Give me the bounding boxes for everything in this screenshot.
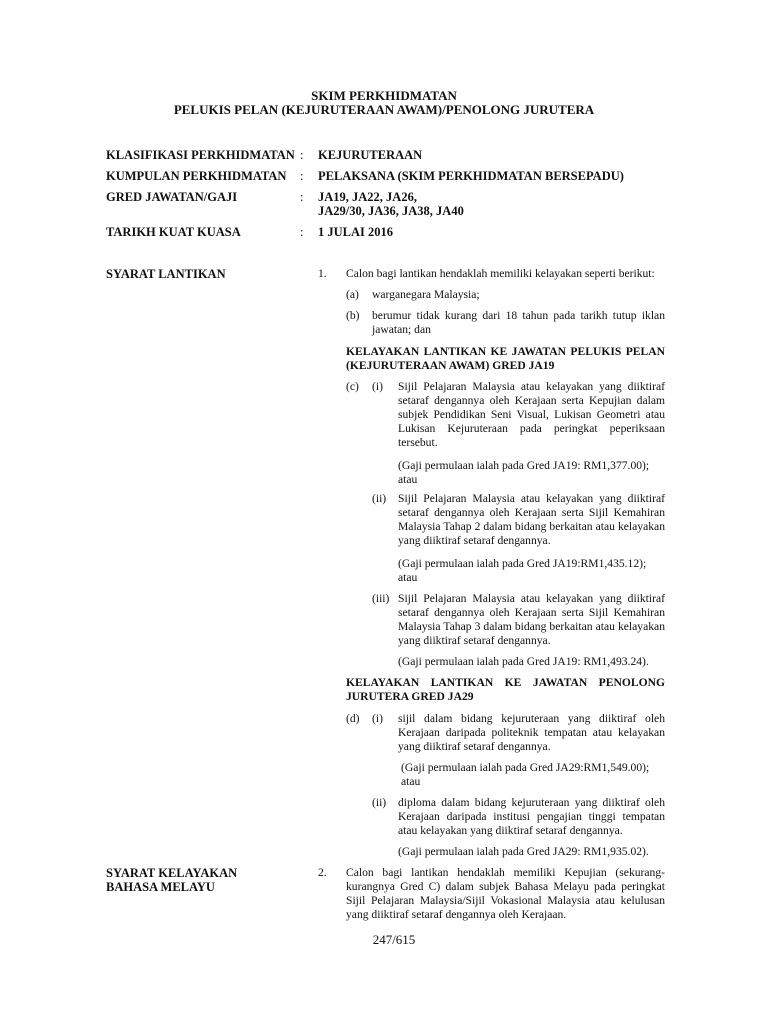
item-c-i-marker: (i) [372,380,383,393]
field-colon: : [300,190,304,204]
item-d-i-marker: (i) [372,712,383,725]
field-value-klasifikasi: KEJURUTERAAN [318,148,423,162]
field-label-tarikh: TARIKH KUAT KUASA [106,225,241,239]
field-value-gred-2: JA29/30, JA36, JA38, JA40 [318,204,464,218]
section-number-2: 2. [318,866,327,879]
item-c-ii-text: Sijil Pelajaran Malaysia atau kelayakan yang diiktiraf setaraf dengannya oleh Kerajaan serta Sijil Kemahiran Malaysia Tahap 2 dalam bidang berkaitan atau kelayakan yang diiktiraf setaraf dengannya. [398,492,665,547]
section-number-1: 1. [318,267,327,280]
item-a-text: warganegara Malaysia; [372,288,480,301]
title-line-2: PELUKIS PELAN (KEJURUTERAAN AWAM)/PENOLONG JURUTERA [173,102,595,117]
item-d-i-gaji: (Gaji permulaan ialah pada Gred JA29:RM1,549.00); [401,761,650,774]
item-d-marker: (d) [346,712,360,725]
atau-1: atau [398,473,418,486]
section-label-syarat-lantikan: SYARAT LANTIKAN [106,267,226,281]
field-label-klasifikasi: KLASIFIKASI PERKHIDMATAN [106,148,295,162]
item-c-iii-text: Sijil Pelajaran Malaysia atau kelayakan yang diiktiraf setaraf dengannya oleh Kerajaan serta Sijil Kemahiran Malaysia Tahap 3 dalam bidang berkaitan atau kelayakan yang diiktiraf setaraf dengannya. [398,592,665,647]
atau-2: atau [398,571,418,584]
field-value-tarikh: 1 JULAI 2016 [318,225,394,239]
item-c-i-text: Sijil Pelajaran Malaysia atau kelayakan yang diiktiraf setaraf dengannya oleh Kerajaan serta Kepujian dalam subjek Pendidikan Seni Visual, Lukisan Geometri atau Lukisan Kejuruteraan pada peringkat peperiksaan tersebut. [398,380,665,449]
section-label-syarat-kelayakan: SYARAT KELAYAKAN [106,866,238,880]
heading-penolong-jurutera: KELAYAKAN LANTIKAN KE JAWATAN PENOLONG JURUTERA GRED JA29 [346,676,665,703]
item-d-ii-gaji: (Gaji permulaan ialah pada Gred JA29: RM1,935.02). [398,845,649,858]
item-d-ii-marker: (ii) [372,796,387,809]
field-label-gred: GRED JAWATAN/GAJI [106,190,238,204]
item-c-iii-marker: (iii) [372,592,390,605]
item-c-ii-marker: (ii) [372,492,387,505]
item-a-marker: (a) [346,288,359,301]
field-colon: : [300,169,304,183]
title-line-1: SKIM PERKHIDMATAN [311,88,457,103]
field-colon: : [300,148,304,162]
field-value-gred: JA19, JA22, JA26, [318,190,417,204]
page-number: 247/615 [372,932,416,947]
item-d-i-text: sijil dalam bidang kejuruteraan yang diiktiraf oleh Kerajaan daripada politeknik tempatan atau kelayakan yang diiktiraf setaraf dengannya. [398,712,665,753]
syarat-lantikan-intro: Calon bagi lantikan hendaklah memiliki kelayakan seperti berikut: [346,267,655,280]
field-colon: : [300,225,304,239]
syarat-bahasa-text: Calon bagi lantikan hendaklah memiliki Kepujian (sekurang-kurangnya Gred C) dalam subjek Bahasa Melayu pada peringkat Sijil Pelajaran Malaysia/Sijil Vokasional Malaysia atau kelulusan yang diiktiraf setaraf dengannya oleh Kerajaan. [346,866,665,921]
item-c-ii-gaji: (Gaji permulaan ialah pada Gred JA19:RM1,435.12); [398,557,647,570]
item-c-marker: (c) [346,380,359,393]
item-b-marker: (b) [346,309,360,322]
heading-pelukis-pelan: KELAYAKAN LANTIKAN KE JAWATAN PELUKIS PELAN (KEJURUTERAAN AWAM) GRED JA19 [346,345,665,372]
field-value-kumpulan: PELAKSANA (SKIM PERKHIDMATAN BERSEPADU) [318,169,624,183]
field-label-kumpulan: KUMPULAN PERKHIDMATAN [106,169,287,183]
section-label-bahasa-melayu: BAHASA MELAYU [106,880,215,894]
item-c-i-gaji: (Gaji permulaan ialah pada Gred JA19: RM1,377.00); [398,459,650,472]
item-d-ii-text: diploma dalam bidang kejuruteraan yang diiktiraf oleh Kerajaan daripada institusi pengajian tinggi tempatan atau kelayakan yang diiktiraf setaraf dengannya. [398,796,665,837]
atau-3: atau [401,775,421,788]
item-b-text: berumur tidak kurang dari 18 tahun pada tarikh tutup iklan jawatan; dan [372,309,665,336]
item-c-iii-gaji: (Gaji permulaan ialah pada Gred JA19: RM1,493.24). [398,655,649,668]
